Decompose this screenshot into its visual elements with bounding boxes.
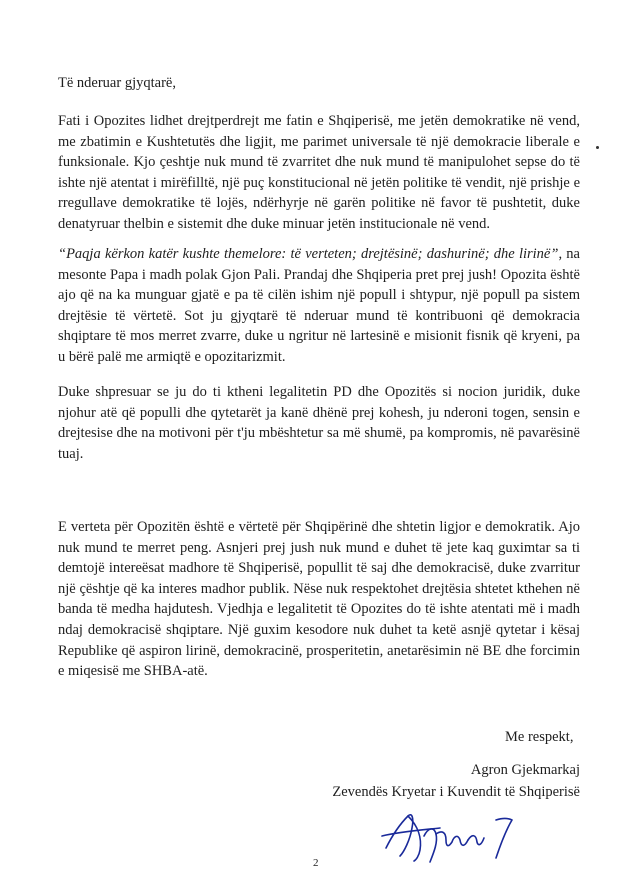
paragraph-3: Duke shpresuar se ju do ti ktheni legalitetin PD dhe Opozitës si nocion juridik, duke njohur atë që populli dhe qytetarët ja kanë dhënë prej kohesh, ju nderoni togen, sensin e drejtesise dhe na motivoni për t'ju mbështetur sa më shumë, pa kompromis, në pavarësinë tuaj. [58, 384, 580, 462]
paragraph-4: E verteta për Opozitën është e vërtetë për Shqipërinë dhe shtetin ligjor e demokratik. Ajo nuk mund te merret peng. Asnjeri prej jush nuk mund e duhet të jete kaq guximtar sa ti demtojë intereësat madhore të Shqiperisë, popullit të saj dhe demokracisë, duke zvarritur një çështje që ka interes madhor publik. Nëse nuk respektohet drejtësia shtetet kthehen në banda të medha hajdutesh. Vjedhja e legalitetit të Opozites do të ishte atentati më i madh ndaj demokracisë shqiptare. Një guxim kesodore nuk duhet ta ketë asnjë qytetar i kësaj Republike që aspiron lirinë, demokracinë, prosperitetin, anetarësimin në BE dhe forcimin e miqesisë me SHBA-atë. [58, 519, 580, 680]
closing: Me respekt, [505, 729, 574, 745]
scan-speck [596, 146, 599, 149]
salutation: Të nderuar gjyqtarë, [58, 75, 176, 91]
pope-quote: “Paqja kërkon katër kushte themelore: të verteten; drejtësinë; dashurinë; dhe lirinë” [58, 246, 559, 262]
signer-name: Agron Gjekmarkaj [470, 762, 580, 778]
signer-title: Zevendës Kryetar i Kuvendit të Shqiperisë [332, 784, 580, 800]
paragraph-2-text: , na mesonte Papa i madh polak Gjon Pali. Prandaj dhe Shqiperia pret prej jush! Opozita është ajo që na ka munguar gjatë e pa të cilën ishim një popull i shtypur, një popull pa sistem drejtësie të vërtetë. Sot ju gjyqtarë të nderuar mund të kontribuoni që demokracia shqiptare të mos merret zvarre, duke u ngritur në lartesinë e misionit fisnik që kryeni, pa u bërë palë me armiqtë e opozitarizmit. [58, 246, 580, 365]
paragraph-2 [58, 244, 580, 368]
page-number: 2 [313, 857, 319, 869]
paragraph-1: Fati i Opozites lidhet drejtperdrejt me fatin e Shqiperisë, me jetën demokratike në vend, me zbatimin e Kushtetutës dhe ligjit, me parimet universale të një demokracie liberale e funksionale. Kjo çeshtje nuk mund të zvarritet dhe nuk mund të manipulohet sepse do të ishte një atentat i mirëfilltë, një puç konstitucional në jetën politike të vendit, një prishje e rregullave demokratike të lojës, ndërhyrje në garën politike në favor të pushtetit, duke denatyruar thelbin e sistemit dhe duke minuar jetën institucionale në vend. [58, 113, 580, 232]
handwritten-signature [378, 806, 528, 866]
